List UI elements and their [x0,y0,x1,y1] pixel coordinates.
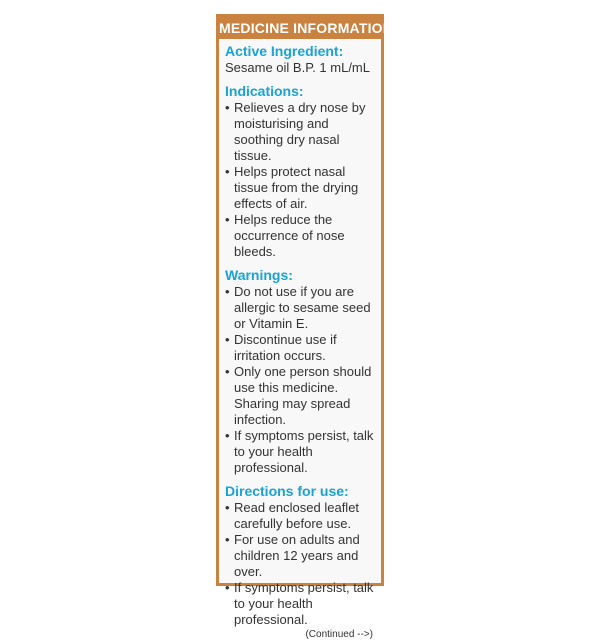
panel-header: MEDICINE INFORMATION [219,17,381,39]
indications-section [225,83,377,260]
list-item [225,428,377,476]
list-item [225,580,377,628]
list-item [225,500,377,532]
active-ingredient-heading: Active Ingredient: [225,43,344,59]
list-item [225,212,377,260]
panel-content [219,39,381,641]
list-item [225,532,377,580]
bullet-icon: • [225,364,230,379]
list-item-text: Relieves a dry nose by moisturising and soothing dry nasal tissue. [234,100,366,163]
bullet-icon: • [225,532,230,547]
directions-heading: Directions for use: [225,483,349,499]
bullet-icon: • [225,580,230,595]
list-item-text: Helps reduce the occurrence of nose bleeds. [234,212,345,259]
warnings-section [225,267,377,476]
bullet-icon: • [225,212,230,227]
list-item-text: Discontinue use if irritation occurs. [234,332,337,363]
bullet-icon: • [225,428,230,443]
bullet-icon: • [225,100,230,115]
list-item [225,284,377,332]
list-item [225,364,377,428]
list-item-text: Only one person should use this medicine. Sharing may spread infection. [234,364,372,427]
active-ingredient-section [225,43,377,76]
list-item-text: Do not use if you are allergic to sesame seed or Vitamin E. [234,284,371,331]
list-item [225,164,377,212]
list-item-text: If symptoms persist, talk to your health professional. [234,580,374,627]
active-ingredient-text: Sesame oil B.P. 1 mL/mL [225,60,370,75]
bullet-icon: • [225,164,230,179]
list-item-text: Helps protect nasal tissue from the drying effects of air. [234,164,359,211]
list-item-text: If symptoms persist, talk to your health professional. [234,428,374,475]
indications-heading: Indications: [225,83,304,99]
list-item [225,332,377,364]
bullet-icon: • [225,500,230,515]
medicine-information-panel [216,14,394,640]
bullet-icon: • [225,284,230,299]
list-item-text: For use on adults and children 12 years and over. [234,532,360,579]
list-item-text: Read enclosed leaflet carefully before use. [234,500,360,531]
list-item [225,100,377,164]
warnings-list [225,284,377,476]
directions-list [225,500,377,628]
indications-list [225,100,377,260]
bullet-icon: • [225,332,230,347]
warnings-heading: Warnings: [225,267,293,283]
continued-note: (Continued -->) [305,629,373,640]
directions-section [225,483,377,641]
